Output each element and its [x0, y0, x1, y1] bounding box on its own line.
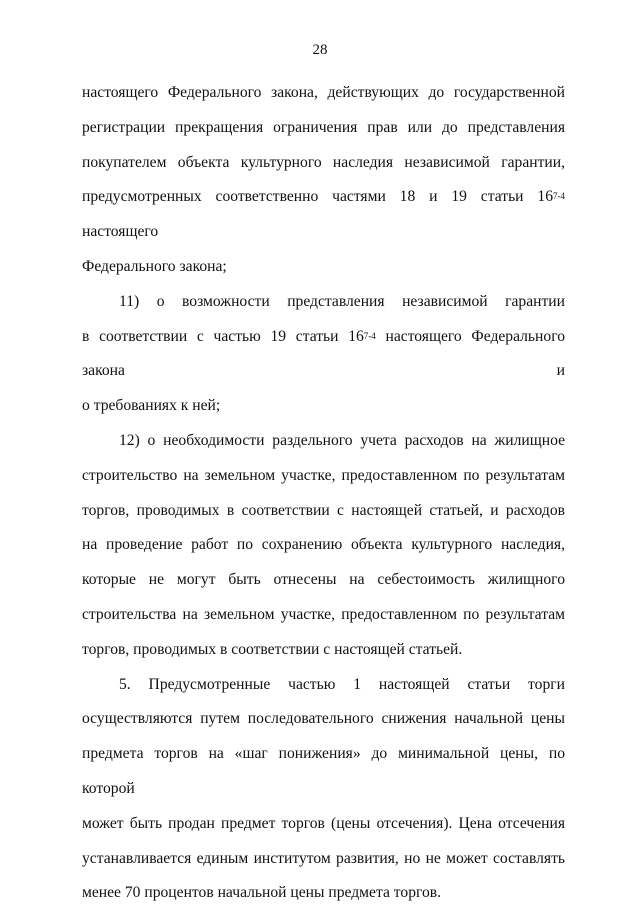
text-line: торгов, проводимых в соответствии с настоящей статьей. — [82, 640, 463, 658]
text-line: 12) о необходимости раздельного учета расходов на жилищное — [119, 431, 565, 449]
text-line: настоящего Федерального закона, действующих до государственной — [82, 84, 565, 101]
paragraph — [82, 668, 565, 911]
text-line: регистрации прекращения ограничения прав или до представления — [82, 118, 565, 136]
text-line: о требованиях к ней; — [82, 397, 221, 415]
text-line: предмета торгов на «шаг понижения» до минимальной цены, по которой — [82, 745, 565, 797]
text-line: которые не могут быть отнесены на себестоимость жилищного — [82, 571, 565, 589]
text-line: осуществляются путем последовательного снижения начальной цены — [82, 710, 565, 728]
text-line: торгов, проводимых в соответствии с настоящей статьей, и расходов — [82, 501, 565, 519]
document-body — [82, 76, 565, 911]
paragraph — [82, 424, 565, 668]
text-line: менее 70 процентов начальной цены предмета торгов. — [82, 884, 442, 902]
text-line: 5. Предусмотренные частью 1 настоящей статьи торги — [119, 675, 565, 693]
text-line: Федерального закона; — [82, 257, 227, 275]
text-line: может быть продан предмет торгов (цены отсечения). Цена отсечения — [82, 814, 565, 832]
superscript-index: 7-4 — [363, 330, 376, 341]
text-line: на проведение работ по сохранению объекта культурного наследия, — [82, 536, 565, 554]
text-line: покупателем объекта культурного наследия независимой гарантии, — [82, 153, 565, 171]
text-line: строительства на земельном участке, предоставленном по результатам — [82, 605, 565, 623]
text-line: в соответствии с частью 19 статьи 16$^{7-4}$ настоящего Федерального закона и — [82, 327, 565, 380]
text-line: устанавливается единым институтом развития, но не может составлять — [82, 849, 565, 867]
paragraph — [82, 285, 565, 424]
paragraph — [82, 76, 565, 285]
superscript-index: 7-4 — [553, 191, 565, 202]
text-line: 11) о возможности представления независимой гарантии — [119, 292, 565, 310]
text-line: строительство на земельном участке, предоставленном по результатам — [82, 466, 565, 484]
page-number: 28 — [312, 42, 328, 58]
text-line: предусмотренных соответственно частями 18 и 19 статьи 16$^{7-4}$ настоящего — [82, 188, 565, 241]
